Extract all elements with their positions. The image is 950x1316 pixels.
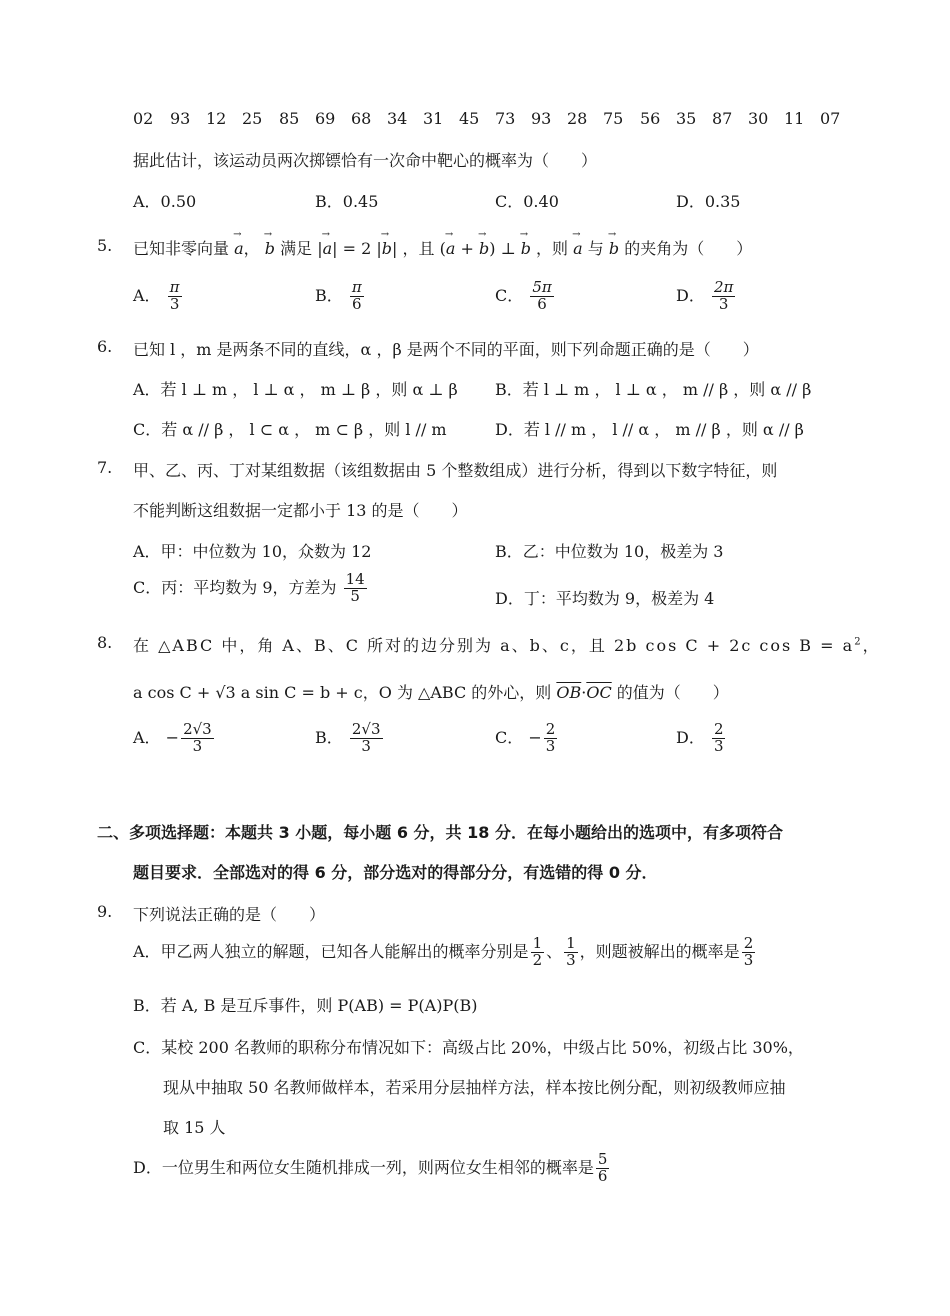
vector-a: → a: [234, 239, 244, 258]
denominator: 6: [597, 1166, 608, 1185]
numerator: 2: [743, 934, 754, 952]
vector-b: → b: [521, 239, 531, 258]
q9-option-a-text: A．甲乙两人独立的解题，已知各人能解出的概率分别是: [133, 941, 529, 961]
random-number: 28: [567, 109, 588, 128]
vector-a: → a: [446, 239, 456, 258]
numerator: π: [169, 278, 180, 296]
random-number: 68: [351, 109, 372, 128]
fraction: [712, 280, 735, 313]
option-label: C．: [495, 285, 524, 305]
random-number: 45: [459, 109, 480, 128]
fraction: [564, 936, 578, 969]
vector-b: → b: [609, 239, 619, 258]
random-number: 34: [387, 109, 408, 128]
superscript: 2: [854, 636, 863, 648]
q4-option-c: C．0.40: [495, 192, 559, 211]
q7-stem-line1: 甲、乙、丙、丁对某组数据（该组数据由 5 个整数组成）进行分析，得到以下数字特征，则: [133, 461, 778, 480]
q5-stem-text: ，则: [536, 239, 569, 258]
random-number: 56: [640, 109, 661, 128]
option-label: C．: [495, 727, 524, 747]
denominator: 3: [545, 736, 556, 755]
denominator: 3: [169, 294, 180, 313]
fraction: [168, 280, 182, 313]
denominator: 3: [361, 736, 371, 755]
q9-option-b: B．若 A, B 是互斥事件，则 P(AB) = P(A)P(B): [133, 996, 478, 1015]
section-2-heading-line1: 二、多项选择题：本题共 3 小题，每小题 6 分，共 18 分．在每小题给出的选项中，有多项符合: [97, 823, 783, 842]
fraction: [344, 572, 367, 605]
fraction: [530, 280, 553, 313]
denominator: 6: [352, 294, 362, 313]
numerator: 2: [713, 720, 724, 738]
fraction: [350, 280, 364, 313]
numerator: 1: [532, 934, 543, 952]
fraction: [742, 936, 756, 969]
q7-stem-line2: 不能判断这组数据一定都小于 13 的是（ ）: [133, 501, 468, 520]
random-number: 30: [748, 109, 769, 128]
random-number: 31: [423, 109, 444, 128]
vector-a: → a: [323, 239, 333, 258]
section-2-heading-line2: 题目要求．全部选对的得 6 分，部分选对的得部分分，有选错的得 0 分．: [133, 863, 658, 882]
vector-a: → a: [573, 239, 583, 258]
option-label: A．: [133, 727, 161, 747]
numerator: 2π: [713, 278, 734, 296]
numerator: 5: [597, 1150, 608, 1168]
numerator: 14: [345, 570, 365, 588]
q5-option-a: [133, 280, 184, 313]
q5-condition-1: |→ a| = 2 |→ b|: [317, 239, 397, 258]
q6-option-b: B．若 l ⊥ m ， l ⊥ α ， m // β ，则 α // β: [495, 380, 812, 399]
option-label: B．: [315, 285, 343, 305]
fraction: [596, 1152, 610, 1185]
denominator: 2: [532, 950, 543, 969]
option-label: A．: [133, 285, 161, 305]
numerator: 2: [545, 720, 556, 738]
vector-b: → b: [382, 239, 392, 258]
option-label: B．: [315, 727, 343, 747]
random-number: 87: [712, 109, 733, 128]
minus-sign: −: [165, 727, 180, 747]
q9-option-c-line3: 取 15 人: [163, 1118, 226, 1137]
denominator: 3: [713, 736, 724, 755]
random-number: 07: [820, 109, 841, 128]
q8-stem-line1: [133, 633, 881, 656]
minus-sign: −: [528, 727, 542, 747]
random-number: 93: [170, 109, 191, 128]
option-label: D．: [676, 285, 705, 305]
q5-stem-text: 已知非零向量: [133, 239, 230, 258]
fraction: [544, 722, 558, 755]
denominator: 3: [743, 950, 754, 969]
q5-option-c: [495, 280, 556, 313]
q9-option-d-text: D．一位男生和两位女生随机排成一列，则两位女生相邻的概率是: [133, 1157, 594, 1177]
q8-option-d: [676, 722, 727, 755]
fraction: [350, 722, 383, 755]
q7-number: 7.: [97, 458, 113, 477]
q7-option-c-text: C．丙：平均数为 9，方差为: [133, 577, 337, 597]
q6-number: 6.: [97, 337, 113, 356]
denominator: 3: [192, 736, 203, 755]
random-number: 75: [603, 109, 624, 128]
q5-number: 5.: [97, 236, 113, 255]
vector-b: → b: [265, 239, 275, 258]
q8-stem-text: 的值为（ ）: [616, 683, 729, 702]
random-number: 73: [495, 109, 516, 128]
q9-number: 9.: [97, 902, 113, 921]
random-number: 35: [676, 109, 697, 128]
denominator: 3: [718, 294, 729, 313]
q7-option-b: B．乙：中位数为 10，极差为 3: [495, 542, 724, 561]
q8-stem-text: a cos C + √3 a sin C = b + c，O 为 △ABC 的外心，则: [133, 683, 552, 702]
q9-option-d: [133, 1152, 611, 1185]
numerator: π: [351, 278, 362, 296]
q5-stem: 已知非零向量 → a， → b 满足 |→ a| = 2 |→ b| ，且 (→ a + → b) ⊥ → b ，则 → a 与 → b 的夹角为（ ）: [133, 236, 752, 259]
q9-option-a-text: ，则题被解出的概率是: [579, 941, 740, 961]
q5-condition-2: (→ a + → b) ⊥ → b: [440, 239, 531, 258]
vector-oc: $\overline{OC}$: [586, 683, 612, 702]
vector-ob: $\overline{OB}$: [556, 683, 582, 702]
q9-option-a: [133, 936, 757, 969]
q7-option-c: [133, 572, 369, 605]
q8-stem-text: ，: [862, 636, 881, 655]
q6-option-a: A．若 l ⊥ m ， l ⊥ α ， m ⊥ β ，则 α ⊥ β: [133, 380, 458, 399]
q9-option-c-line1: C．某校 200 名教师的职称分布情况如下：高级占比 20%，中级占比 50%，初级占比 30%，: [133, 1038, 804, 1057]
q6-option-d: D．若 l // m ， l // α ， m // β ，则 α // β: [495, 420, 804, 439]
option-label: D．: [676, 727, 705, 747]
fraction: [712, 722, 726, 755]
q6-stem: 已知 l ，m 是两条不同的直线，α ，β 是两个不同的平面，则下列命题正确的是（ ）: [133, 340, 759, 359]
q4-option-d: D．0.35: [676, 192, 741, 211]
q4-stem: 据此估计，该运动员两次掷镖恰有一次命中靶心的概率为（ ）: [133, 151, 598, 170]
q8-option-c: [495, 722, 559, 755]
random-number: 69: [315, 109, 336, 128]
q4-option-a: A．0.50: [133, 192, 197, 211]
random-number: 02: [133, 109, 154, 128]
q5-stem-text: 与: [587, 239, 604, 258]
q9-option-c-line2: 现从中抽取 50 名教师做样本，若采用分层抽样方法，样本按比例分配，则初级教师应抽: [163, 1078, 786, 1097]
separator: 、: [546, 941, 563, 961]
q8-number: 8.: [97, 633, 113, 652]
q6-option-c: C．若 α // β ， l ⊂ α ， m ⊂ β ，则 l // m: [133, 420, 447, 439]
dot-operator: ·: [581, 683, 587, 702]
random-number: 11: [784, 109, 805, 128]
denominator: 5: [350, 586, 360, 605]
q8-stem-text: 在 △ABC 中，角 A、B、C 所对的边分别为 a、b、c，且 2b cos C + 2c cos B = a: [133, 636, 855, 655]
q5-option-b: [315, 280, 366, 313]
q7-option-d: D．丁：平均数为 9，极差为 4: [495, 589, 715, 608]
denominator: 3: [566, 950, 576, 969]
numerator: 1: [566, 934, 576, 952]
q5-stem-text: 的夹角为（ ）: [624, 239, 753, 258]
q7-option-a: A．甲：中位数为 10，众数为 12: [133, 542, 372, 561]
q9-stem: 下列说法正确的是（ ）: [133, 905, 326, 924]
fraction: [531, 936, 545, 969]
fraction: [181, 722, 214, 755]
numerator: 2√3: [351, 720, 381, 738]
random-number: 93: [531, 109, 552, 128]
q8-stem-line2: [133, 680, 729, 703]
denominator: 6: [537, 294, 547, 313]
q5-option-d: [676, 280, 737, 313]
random-number: 85: [279, 109, 300, 128]
random-number: 12: [206, 109, 227, 128]
random-number: 25: [242, 109, 263, 128]
numerator: 5π: [532, 278, 552, 296]
q8-option-b: [315, 722, 385, 755]
vector-b: → b: [479, 239, 489, 258]
numerator: 2√3: [183, 720, 212, 738]
q8-option-a: [133, 722, 216, 755]
q5-stem-text: ，且: [402, 239, 435, 258]
q4-option-b: B．0.45: [315, 192, 379, 211]
q5-stem-text: 满足: [280, 239, 313, 258]
